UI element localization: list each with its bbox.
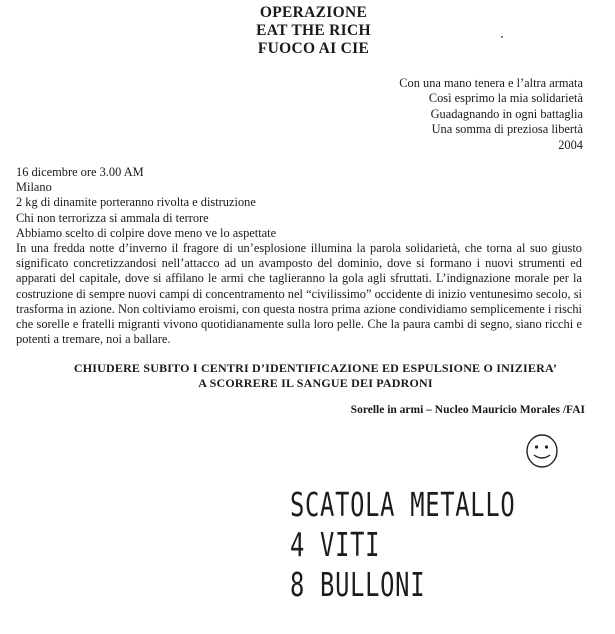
city-line: Milano xyxy=(16,180,52,195)
title-line-3: FUOCO AI CIE xyxy=(257,40,370,57)
title-line-1: OPERAZIONE xyxy=(259,4,368,21)
poem-line: Così esprimo la mia solidarietà xyxy=(428,91,583,106)
intro-line: Chi non terrorizza si ammala di terrore xyxy=(16,210,209,225)
intro-line: Abbiamo scelto di colpire dove meno ve lo aspettate xyxy=(16,225,277,240)
slogan-line-2: A SCORRERE IL SANGUE DEI PADRONI xyxy=(198,376,433,390)
slogan-line-1: CHIUDERE SUBITO I CENTRI D’IDENTIFICAZIONE ED ESPULSIONE O INIZIERA’ xyxy=(73,361,558,375)
body-paragraph: In una fredda notte d’inverno il fragore di un’esplosione illumina la parola solidarietà, che torna al suo giusto significato concretizzandosi nell’attacco ad un avamposto del dominio, dove si formano i nuovi strumenti ed apparati del capitale, dove si affilano le armi che taglieranno la gola agli sfruttati. L’indignazione morale per la costruzione di sempre nuovi campi di concentramento nel “civilissimo” occidente di inizio ventunesimo secolo, si trasforma in azione. Non coltiviamo eroismi, con questa nostra prima azione condividiamo semplicemente i rischi che sorelle e fratelli migranti vivono quotidianamente sulla loro pelle. Che la paura cambi di segno, siano ricchi e potenti a tremare, noi a ballare. xyxy=(16,241,582,347)
intro-block xyxy=(16,165,276,241)
signature: Sorelle in armi – Nucleo Mauricio Morales /FAI xyxy=(350,404,585,416)
title-line-2: EAT THE RICH xyxy=(256,22,371,39)
intro-line: 2 kg di dinamite porteranno rivolta e distruzione xyxy=(16,195,256,210)
poem-line: Con una mano tenera e l’altra armata xyxy=(399,76,583,90)
poem-line: Una somma di preziosa libertà xyxy=(431,122,583,137)
poem-year: 2004 xyxy=(558,137,583,152)
poem-block xyxy=(399,76,583,153)
handwritten-line-3: 8 BULLONI xyxy=(290,565,426,604)
handwritten-note xyxy=(290,485,515,605)
poem-line: Guadagnando in ogni battaglia xyxy=(430,106,583,121)
smiley-face-icon xyxy=(524,432,560,470)
handwritten-line-1: SCATOLA METALLO xyxy=(290,485,516,524)
handwritten-line-2: 4 VITI xyxy=(290,525,381,564)
date-line: 16 dicembre ore 3.00 AM xyxy=(16,165,144,179)
